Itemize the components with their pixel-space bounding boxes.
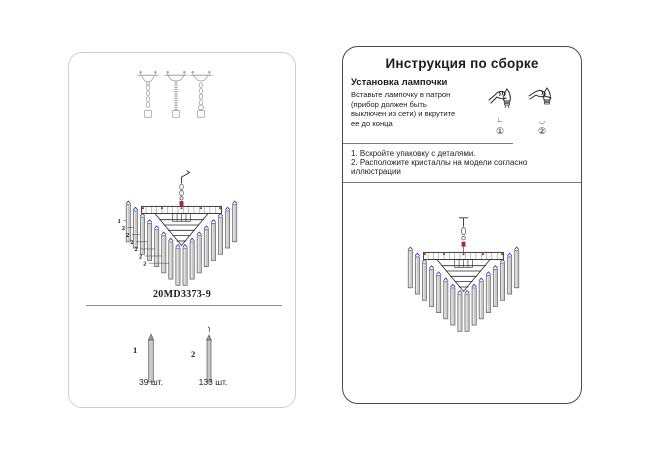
step-line: 1. Вскройте упаковку с деталями. (351, 149, 476, 158)
part-2-count: 133 шт. (198, 377, 228, 387)
svg-text:2: 2 (138, 253, 143, 261)
assembly-steps (351, 149, 527, 177)
svg-text:2: 2 (143, 260, 147, 268)
body-line: выключен из сети) и вкрутите (351, 109, 456, 119)
figure-number-2: ② (537, 126, 547, 136)
section-divider (343, 182, 581, 183)
part-1-label: 1 (133, 345, 138, 355)
ceiling-mount-diagram-chain-ring (187, 65, 215, 125)
figure-number-1: ① (495, 126, 505, 136)
body-line: Вставьте лампочку в патрон (351, 90, 451, 99)
svg-text:2: 2 (130, 239, 134, 247)
parts-divider (86, 305, 282, 306)
bulb-section-heading: Установка лампочки (351, 77, 448, 88)
center-cage (173, 213, 191, 221)
socket-mark-1: ∟ (496, 117, 504, 124)
hanger-pin-icon (459, 218, 468, 253)
center-cage (455, 259, 473, 267)
body-line: ее до конца (351, 118, 393, 128)
part-1-count: 39 шт. (139, 377, 163, 387)
frame-band (142, 206, 222, 213)
step-line: иллюстрации (351, 167, 401, 177)
svg-text:2: 2 (126, 231, 130, 239)
hanger-hook-icon (180, 170, 190, 205)
chandelier-diagram-assembled (397, 215, 530, 335)
bulb-section-body (351, 90, 455, 128)
socket-mark-2: ◡ (538, 118, 546, 125)
ceiling-mount-diagram-rod (162, 65, 190, 125)
chandelier-diagram-labeled (115, 169, 248, 289)
ceiling-mount-diagram-chain (134, 65, 162, 125)
hand-screwing-bulb-icon (527, 86, 557, 114)
body-line: (прибор должен быть (351, 99, 427, 109)
frame-band (424, 252, 504, 259)
parts-card (68, 52, 296, 408)
model-number: 20MD3373-9 (153, 289, 211, 300)
step-line: 2. Расположите кристаллы на модели согласно (351, 158, 528, 168)
instructions-title: Инструкция по сборке (385, 56, 539, 71)
instructions-card (342, 46, 582, 404)
svg-text:2: 2 (121, 224, 126, 232)
section-divider (343, 143, 513, 144)
part-2-label: 2 (191, 349, 196, 359)
svg-text:2: 2 (134, 246, 138, 254)
hand-inserting-bulb-icon (487, 87, 517, 115)
svg-text:1: 1 (117, 217, 121, 225)
